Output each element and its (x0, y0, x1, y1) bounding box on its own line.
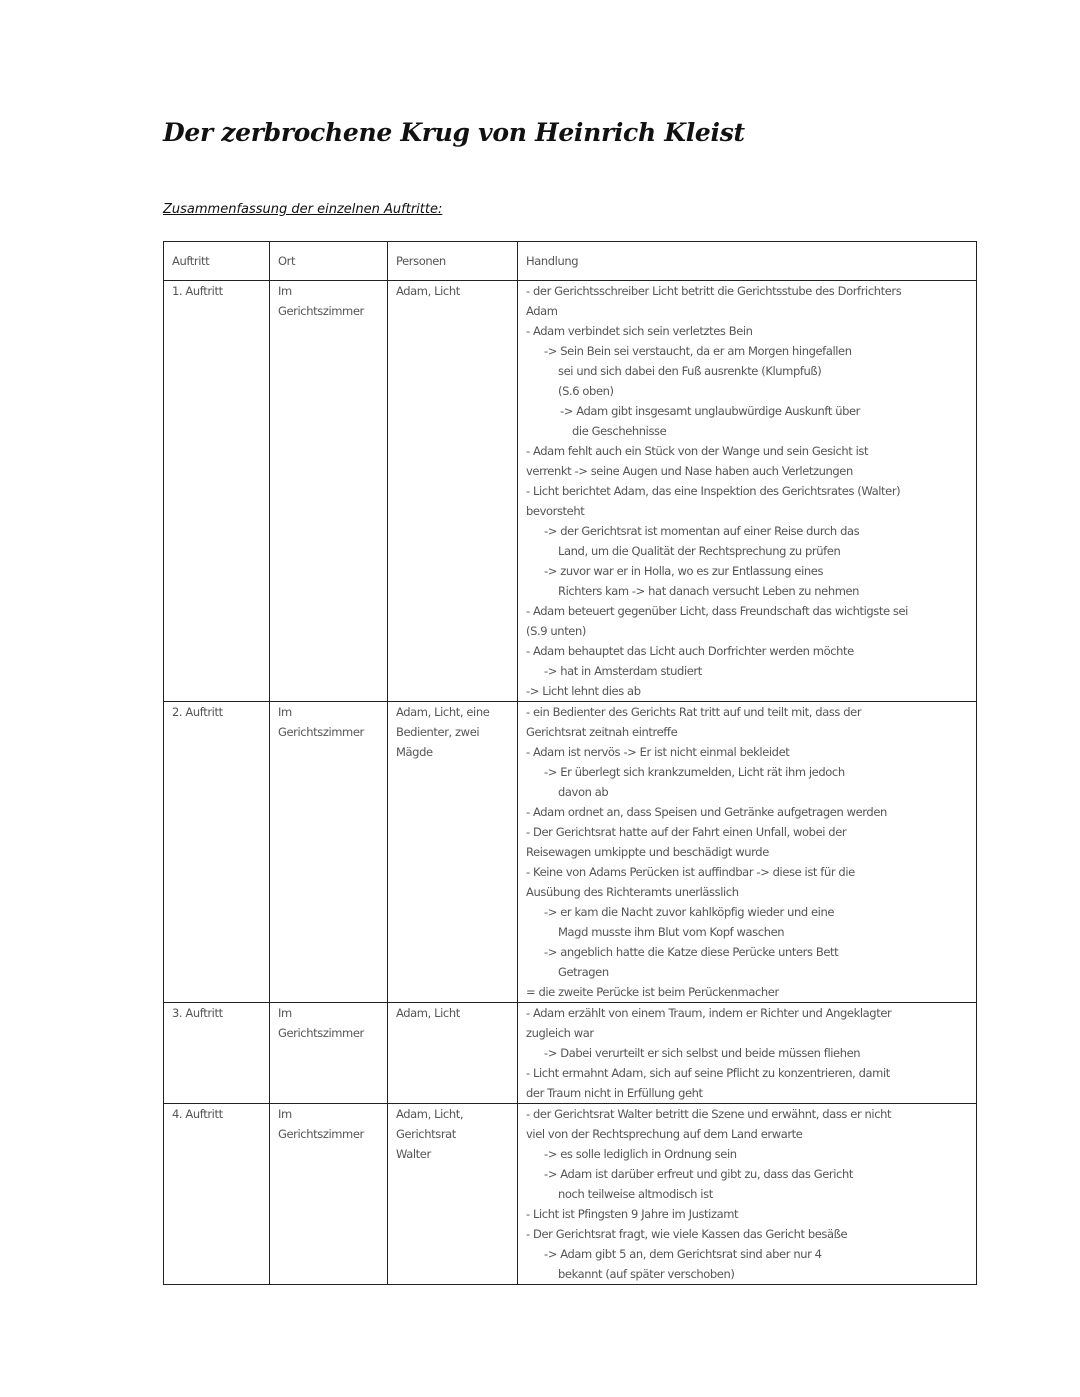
cell-auftritt: 3. Auftritt (164, 1003, 270, 1104)
cell-ort: Im Gerichtszimmer (270, 702, 388, 1003)
table-row (164, 1104, 977, 1285)
cell-personen: Adam, Licht (388, 1003, 518, 1104)
handlung-line: -> angeblich hatte die Katze diese Perücke unters Bett (544, 945, 839, 959)
handlung-line: - der Gerichtsschreiber Licht betritt die Gerichtsstube des Dorfrichters (526, 284, 902, 298)
handlung-line: Adam (526, 304, 558, 318)
handlung-line: - Adam fehlt auch ein Stück von der Wange und sein Gesicht ist (526, 444, 869, 458)
handlung-line: - Licht ermahnt Adam, sich auf seine Pflicht zu konzentrieren, damit (526, 1066, 890, 1080)
handlung-line: -> der Gerichtsrat ist momentan auf einer Reise durch das (544, 524, 860, 538)
document-subtitle: Zusammenfassung der einzelnen Auftritte: (163, 202, 443, 217)
handlung-line: Getragen (558, 965, 609, 979)
header-auftritt: Auftritt (164, 242, 270, 281)
handlung-line: -> Licht lehnt dies ab (526, 684, 641, 698)
handlung-line: - Adam ordnet an, dass Speisen und Getränke aufgetragen werden (526, 805, 887, 819)
handlung-line: - Adam erzählt von einem Traum, indem er Richter und Angeklagter (526, 1006, 892, 1020)
cell-handlung (518, 1104, 977, 1285)
handlung-line: sei und sich dabei den Fuß ausrenkte (Klumpfuß) (558, 364, 822, 378)
handlung-line: -> zuvor war er in Holla, wo es zur Entlassung eines (544, 564, 824, 578)
document-title: Der zerbrochene Krug von Heinrich Kleist (163, 118, 745, 147)
handlung-line: -> Adam gibt insgesamt unglaubwürdige Auskunft über (560, 404, 861, 418)
cell-auftritt: 2. Auftritt (164, 702, 270, 1003)
cell-personen: Adam, Licht, Gerichtsrat Walter (388, 1104, 518, 1285)
cell-ort: Im Gerichtszimmer (270, 1104, 388, 1285)
handlung-line: zugleich war (526, 1026, 594, 1040)
handlung-line: - der Gerichtsrat Walter betritt die Szene und erwähnt, dass er nicht (526, 1107, 892, 1121)
handlung-line: -> es solle lediglich in Ordnung sein (544, 1147, 737, 1161)
handlung-line: - Licht ist Pfingsten 9 Jahre im Justizamt (526, 1207, 739, 1221)
handlung-line: Ausübung des Richteramts unerlässlich (526, 885, 739, 899)
cell-ort: Im Gerichtszimmer (270, 281, 388, 702)
handlung-line: Gerichtsrat zeitnah eintreffe (526, 725, 678, 739)
handlung-line: (S.6 oben) (558, 384, 614, 398)
cell-ort: Im Gerichtszimmer (270, 1003, 388, 1104)
handlung-line: - Der Gerichtsrat fragt, wie viele Kassen das Gericht besäße (526, 1227, 848, 1241)
handlung-line: der Traum nicht in Erfüllung geht (526, 1086, 703, 1100)
cell-auftritt: 4. Auftritt (164, 1104, 270, 1285)
handlung-line: -> Adam gibt 5 an, dem Gerichtsrat sind aber nur 4 (544, 1247, 822, 1261)
handlung-line: (S.9 unten) (526, 624, 586, 638)
header-ort: Ort (270, 242, 388, 281)
handlung-line: - ein Bedienter des Gerichts Rat tritt auf und teilt mit, dass der (526, 705, 862, 719)
handlung-line: viel von der Rechtsprechung auf dem Land erwarte (526, 1127, 803, 1141)
handlung-line: Land, um die Qualität der Rechtsprechung zu prüfen (558, 544, 841, 558)
handlung-line: bevorsteht (526, 504, 585, 518)
table-row (164, 702, 977, 1003)
table-header-row (164, 242, 977, 281)
cell-handlung (518, 1003, 977, 1104)
handlung-line: verrenkt -> seine Augen und Nase haben auch Verletzungen (526, 464, 853, 478)
table-row (164, 1003, 977, 1104)
handlung-line: - Adam behauptet das Licht auch Dorfrichter werden möchte (526, 644, 854, 658)
cell-personen: Adam, Licht (388, 281, 518, 702)
header-handlung: Handlung (518, 242, 977, 281)
handlung-line: davon ab (558, 785, 609, 799)
cell-personen: Adam, Licht, eine Bedienter, zwei Mägde (388, 702, 518, 1003)
cell-auftritt: 1. Auftritt (164, 281, 270, 702)
cell-handlung (518, 281, 977, 702)
handlung-line: -> Sein Bein sei verstaucht, da er am Morgen hingefallen (544, 344, 852, 358)
handlung-line: noch teilweise altmodisch ist (558, 1187, 713, 1201)
handlung-line: -> hat in Amsterdam studiert (544, 664, 702, 678)
handlung-line: Richters kam -> hat danach versucht Leben zu nehmen (558, 584, 860, 598)
handlung-line: - Adam ist nervös -> Er ist nicht einmal bekleidet (526, 745, 790, 759)
handlung-line: = die zweite Perücke ist beim Perückenmacher (526, 985, 779, 999)
summary-table (163, 241, 977, 1285)
handlung-line: -> Er überlegt sich krankzumelden, Licht rät ihm jedoch (544, 765, 845, 779)
handlung-line: - Licht berichtet Adam, das eine Inspektion des Gerichtsrates (Walter) (526, 484, 901, 498)
handlung-line: - Der Gerichtsrat hatte auf der Fahrt einen Unfall, wobei der (526, 825, 847, 839)
table-row (164, 281, 977, 702)
handlung-line: Reisewagen umkippte und beschädigt wurde (526, 845, 769, 859)
handlung-line: bekannt (auf später verschoben) (558, 1267, 735, 1281)
handlung-line: Magd musste ihm Blut vom Kopf waschen (558, 925, 785, 939)
handlung-line: - Adam beteuert gegenüber Licht, dass Freundschaft das wichtigste sei (526, 604, 908, 618)
handlung-line: - Keine von Adams Perücken ist auffindbar -> diese ist für die (526, 865, 855, 879)
handlung-line: -> er kam die Nacht zuvor kahlköpfig wieder und eine (544, 905, 835, 919)
header-personen: Personen (388, 242, 518, 281)
handlung-line: -> Dabei verurteilt er sich selbst und beide müssen fliehen (544, 1046, 861, 1060)
handlung-line: - Adam verbindet sich sein verletztes Bein (526, 324, 753, 338)
cell-handlung (518, 702, 977, 1003)
handlung-line: die Geschehnisse (572, 424, 667, 438)
handlung-line: -> Adam ist darüber erfreut und gibt zu, dass das Gericht (544, 1167, 853, 1181)
